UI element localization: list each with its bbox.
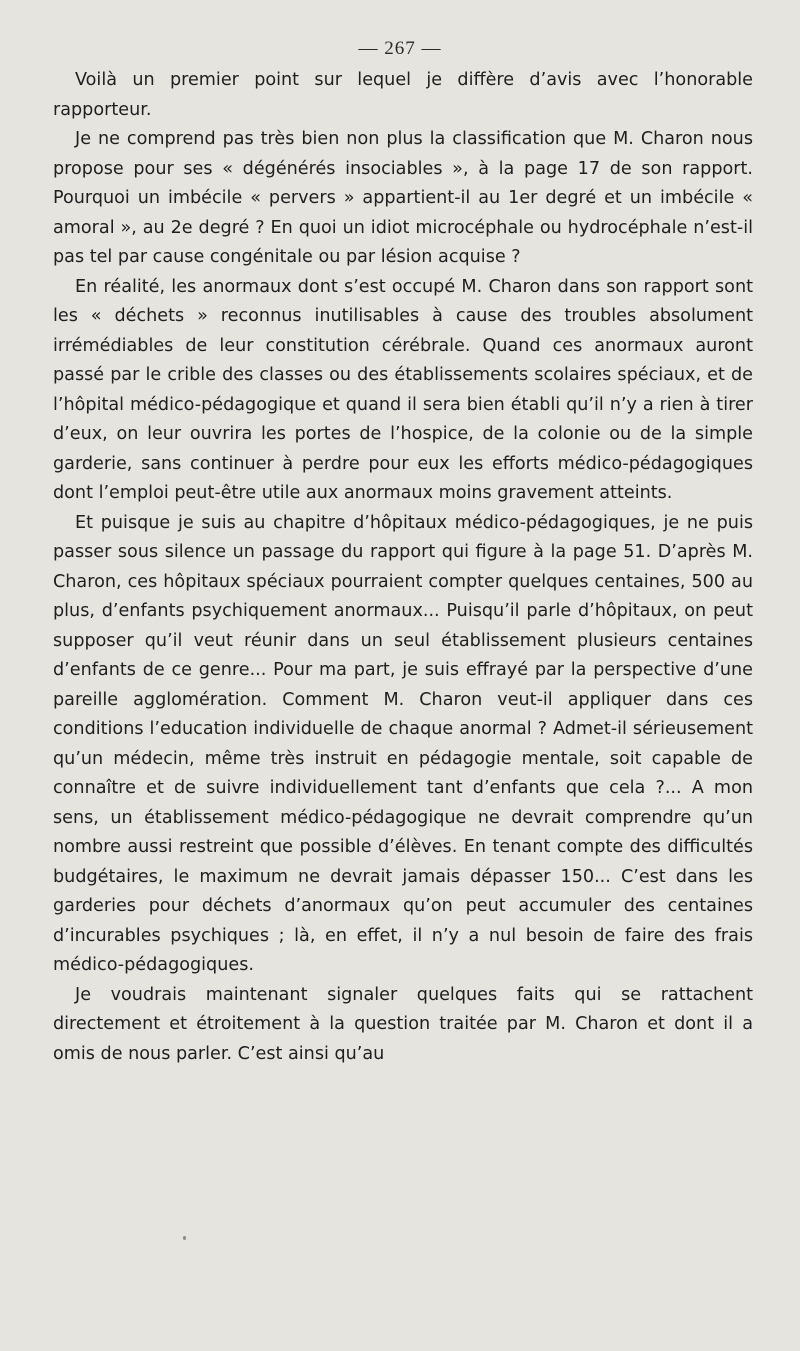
paper-speck [183, 1236, 186, 1240]
paragraph-3: En réalité, les anormaux dont s’est occupé M. Charon dans son rapport sont les « déchets » reconnus inutilisables à cause des troubles absolument irrémédiables de leur constitution cérébrale. Quand ces anormaux auront passé par le crible des classes ou des établissements scolaires spéciaux, et de l’hôpital médico-pédagogique et quand il sera bien établi qu’il n’y a rien à tirer d’eux, on leur ouvrira les portes de l’hospice, de la colonie ou de la simple garderie, sans continuer à perdre pour eux les efforts médico-pédagogiques dont l’emploi peut-être utile aux anormaux moins gravement atteints. [53, 276, 753, 503]
paragraph-1: Voilà un premier point sur lequel je diffère d’avis avec l’honorable rapporteur. [53, 70, 753, 120]
paragraph-2: Je ne comprend pas très bien non plus la classification que M. Charon nous propose pour ses « dégénérés insociables », à la page 17 de son rapport. Pourquoi un imbécile « pervers » appartient-il au 1er degré et un imbécile « amoral », au 2e degré ? En quoi un idiot microcéphale ou hydrocéphale n’est-il pas tel par cause congénitale ou par lésion acquise ? [53, 129, 753, 267]
paragraph-4: Et puisque je suis au chapitre d’hôpitaux médico-pédagogiques, je ne puis passer sous silence un passage du rapport qui figure à la page 51. D’après M. Charon, ces hôpitaux spéciaux pourraient compter quelques centaines, 500 au plus, d’enfants psychiquement anormaux... Puisqu’il parle d’hôpitaux, on peut supposer qu’il veut réunir dans un seul établissement plusieurs centaines d’enfants de ce genre... Pour ma part, je suis effrayé par la perspective d’une pareille agglomération. Comment M. Charon veut-il appliquer dans ces conditions l’education individuelle de chaque anormal ? Admet-il sérieusement qu’un médecin, même très instruit en pédagogie mentale, soit capable de connaître et de suivre individuellement tant d’enfants que cela ?... A mon sens, un établissement médico-pédagogique ne devrait comprendre qu’un nombre aussi restreint que possible d’élèves. En tenant compte des difficultés budgétaires, le maximum ne devrait jamais dépasser 150... C’est dans les garderies pour déchets d’anormaux qu’on peut accumuler des centaines d’incurables psychiques ; là, en effet, il n’y a nul besoin de faire des frais médico-pédagogiques. [53, 512, 753, 975]
paragraph-5: Je voudrais maintenant signaler quelques faits qui se rattachent directement et étroitement à la question traitée par M. Charon et dont il a omis de nous parler. C’est ainsi qu’au [53, 984, 753, 1064]
page-number: — 267 — [358, 38, 442, 59]
body-text [53, 66, 753, 1069]
